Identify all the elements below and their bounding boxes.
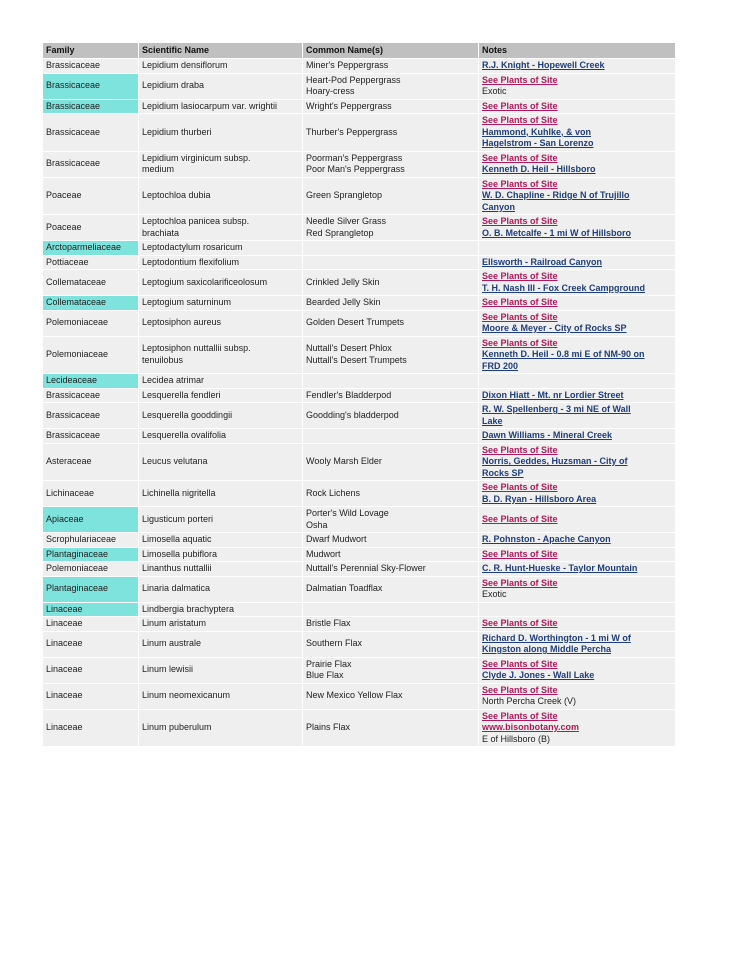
notes-cell — [479, 151, 676, 177]
common-name-line: Rock Lichens — [306, 487, 361, 498]
table-row — [43, 388, 676, 403]
common-name-line: Bristle Flax — [306, 618, 351, 628]
common-name-line: Thurber's Peppergrass — [306, 126, 398, 137]
scientific-name-cell — [139, 255, 303, 270]
family-cell: Brassicaceae — [43, 429, 139, 444]
scientific-name-cell — [139, 657, 303, 683]
collector-link[interactable]: Moore & Meyer - City of Rocks SP — [482, 323, 627, 333]
collector-link[interactable]: Rocks SP — [482, 467, 524, 478]
scientific-name-cell — [139, 59, 303, 74]
common-name-line: Nuttall's Desert Trumpets — [306, 354, 407, 365]
notes-cell — [479, 562, 676, 577]
common-name-line: New Mexico Yellow Flax — [306, 690, 403, 701]
scientific-name-line: Ligusticum porteri — [142, 513, 214, 524]
family-cell: Brassicaceae — [43, 151, 139, 177]
common-name-cell — [303, 255, 479, 270]
scientific-name-line: Leucus velutana — [142, 456, 208, 466]
see-plants-link[interactable]: See Plants of Site — [482, 444, 558, 455]
common-name-line: Needle Silver Grass — [306, 216, 387, 226]
common-name-line: Fendler's Bladderpod — [306, 389, 392, 400]
family-cell: Brassicaceae — [43, 99, 139, 114]
table-row — [43, 59, 676, 74]
scientific-name-line: Linum neomexicanum — [142, 690, 231, 701]
collector-link[interactable]: FRD 200 — [482, 360, 519, 371]
common-name-line: Plains Flax — [306, 722, 351, 732]
notes-cell — [479, 617, 676, 632]
common-name-line: Dwarf Mudwort — [306, 534, 367, 544]
notes-cell — [479, 683, 676, 709]
common-name-line: Poor Man's Peppergrass — [306, 164, 405, 174]
family-cell: Linaceae — [43, 631, 139, 657]
notes-cell — [479, 114, 676, 152]
scientific-name-line: Linaria dalmatica — [142, 583, 211, 594]
family-cell: Brassicaceae — [43, 403, 139, 429]
collector-link[interactable]: O. B. Metcalfe - 1 mi W of Hillsboro — [482, 227, 632, 238]
collector-link[interactable]: R. Pohnston - Apache Canyon — [482, 534, 611, 544]
scientific-name-line: Linum lewisii — [142, 664, 194, 675]
scientific-name-cell — [139, 241, 303, 256]
collector-link[interactable]: Kenneth D. Heil - Hillsboro — [482, 164, 596, 174]
common-name-line: Nuttall's Desert Phlox — [306, 343, 392, 354]
table-row — [43, 683, 676, 709]
scientific-name-cell — [139, 296, 303, 311]
common-name-cell — [303, 507, 479, 533]
see-plants-link[interactable]: www.bisonbotany.com — [482, 722, 580, 732]
notes-cell — [479, 709, 676, 747]
common-name-cell — [303, 547, 479, 562]
table-row — [43, 602, 676, 617]
table-row — [43, 296, 676, 311]
scientific-name-line: Linanthus nuttallii — [142, 563, 212, 573]
scientific-name-cell — [139, 547, 303, 562]
common-name-cell — [303, 631, 479, 657]
scientific-name-cell — [139, 99, 303, 114]
notes-cell — [479, 296, 676, 311]
common-name-line: Southern Flax — [306, 638, 363, 649]
common-name-cell — [303, 562, 479, 577]
family-cell: Polemoniaceae — [43, 336, 139, 374]
table-row — [43, 576, 676, 602]
scientific-name-line: Lesquerella gooddingii — [142, 409, 233, 420]
family-cell: Linaceae — [43, 709, 139, 747]
common-name-cell — [303, 215, 479, 241]
scientific-name-line: Lindbergia brachyptera — [142, 603, 235, 614]
scientific-name-line: Lecidea atrimar — [142, 375, 205, 385]
see-plants-link[interactable]: See Plants of Site — [482, 482, 558, 492]
common-name-cell — [303, 429, 479, 444]
notes-cell — [479, 177, 676, 215]
see-plants-link[interactable]: See Plants of Site — [482, 548, 558, 559]
see-plants-link[interactable]: See Plants of Site — [482, 618, 558, 628]
family-cell: Polemoniaceae — [43, 562, 139, 577]
common-name-cell — [303, 657, 479, 683]
scientific-name-cell — [139, 177, 303, 215]
common-name-cell — [303, 617, 479, 632]
family-cell: Brassicaceae — [43, 73, 139, 99]
common-name-cell — [303, 403, 479, 429]
family-cell: Linaceae — [43, 657, 139, 683]
scientific-name-cell — [139, 443, 303, 481]
family-cell: Pottiaceae — [43, 255, 139, 270]
scientific-name-line: Leptogium saxicolarificeolosum — [142, 276, 268, 287]
scientific-name-line: Leptosiphon nuttallii subsp. — [142, 343, 251, 354]
table-row — [43, 151, 676, 177]
common-name-cell — [303, 296, 479, 311]
scientific-name-line: Leptodactylum rosaricum — [142, 242, 243, 252]
scientific-name-cell — [139, 562, 303, 577]
scientific-name-line: Leptodontium flexifolium — [142, 256, 240, 267]
common-name-line: Bearded Jelly Skin — [306, 297, 381, 307]
collector-link[interactable]: Hammond, Kuhlke, & von — [482, 126, 592, 137]
collector-link[interactable]: Lake — [482, 415, 503, 426]
scientific-name-line: Lichinella nigritella — [142, 487, 216, 498]
common-name-line: Osha — [306, 519, 328, 530]
common-name-line: Miner's Peppergrass — [306, 60, 389, 70]
table-row — [43, 73, 676, 99]
family-cell: Poaceae — [43, 177, 139, 215]
scientific-name-cell — [139, 617, 303, 632]
see-plants-link[interactable]: See Plants of Site — [482, 577, 558, 588]
common-name-line: Mudwort — [306, 548, 341, 559]
common-name-cell — [303, 709, 479, 747]
common-name-line: Wright's Peppergrass — [306, 100, 392, 111]
collector-link[interactable]: R. W. Spellenberg - 3 mi NE of Wall — [482, 404, 631, 414]
collector-link[interactable]: Clyde J. Jones - Wall Lake — [482, 670, 595, 680]
see-plants-link[interactable]: See Plants of Site — [482, 74, 558, 85]
note-text: E of Hillsboro (B) — [482, 733, 551, 744]
collector-link[interactable]: Hagelstrom - San Lorenzo — [482, 138, 594, 148]
notes-cell — [479, 336, 676, 374]
scientific-name-cell — [139, 374, 303, 389]
collector-link[interactable]: B. D. Ryan - Hillsboro Area — [482, 493, 597, 504]
common-name-cell — [303, 310, 479, 336]
collector-link[interactable]: Canyon — [482, 201, 516, 212]
family-cell: Collemataceae — [43, 296, 139, 311]
scientific-name-line: Limosella aquatic — [142, 534, 212, 544]
family-cell: Plantaginaceae — [43, 576, 139, 602]
common-name-cell — [303, 388, 479, 403]
common-name-line: Golden Desert Trumpets — [306, 317, 405, 328]
scientific-name-line: Linum puberulum — [142, 722, 212, 732]
table-row — [43, 481, 676, 507]
table-header-row — [43, 43, 676, 59]
family-cell: Arctoparmeliaceae — [43, 241, 139, 256]
scientific-name-cell — [139, 403, 303, 429]
family-cell: Linaceae — [43, 683, 139, 709]
scientific-name-cell — [139, 215, 303, 241]
family-cell: Brassicaceae — [43, 388, 139, 403]
scientific-name-line: Lesquerella ovalifolia — [142, 430, 227, 440]
family-cell: Linaceae — [43, 617, 139, 632]
notes-cell — [479, 73, 676, 99]
scientific-name-line: Leptochloa panicea subsp. — [142, 216, 250, 226]
common-name-cell — [303, 114, 479, 152]
scientific-name-line: tenuilobus — [142, 354, 184, 365]
scientific-name-cell — [139, 429, 303, 444]
see-plants-link[interactable]: See Plants of Site — [482, 297, 558, 307]
scientific-name-line: Linum aristatum — [142, 618, 207, 628]
family-cell: Lichinaceae — [43, 481, 139, 507]
notes-cell — [479, 403, 676, 429]
table-row — [43, 709, 676, 747]
notes-cell — [479, 533, 676, 548]
common-name-line: Goodding's bladderpod — [306, 409, 399, 420]
scientific-name-line: Linum australe — [142, 638, 202, 649]
collector-link[interactable]: Dawn Williams - Mineral Creek — [482, 430, 612, 440]
scientific-name-line: Lepidium draba — [142, 80, 205, 91]
table-row — [43, 547, 676, 562]
common-name-cell — [303, 602, 479, 617]
family-cell: Linaceae — [43, 602, 139, 617]
scientific-name-cell — [139, 336, 303, 374]
common-name-cell — [303, 270, 479, 296]
common-name-cell — [303, 336, 479, 374]
notes-cell — [479, 255, 676, 270]
notes-cell — [479, 310, 676, 336]
notes-cell — [479, 374, 676, 389]
header-common-names: Common Name(s) — [303, 43, 479, 59]
scientific-name-cell — [139, 709, 303, 747]
scientific-name-line: Lepidium thurberi — [142, 126, 212, 137]
common-name-line: Dalmatian Toadflax — [306, 583, 383, 594]
notes-cell — [479, 215, 676, 241]
see-plants-link[interactable]: See Plants of Site — [482, 216, 558, 226]
notes-cell — [479, 388, 676, 403]
family-cell: Poaceae — [43, 215, 139, 241]
scientific-name-line: Lepidium virginicum subsp. — [142, 152, 251, 163]
collector-link[interactable]: Kingston along Middle Percha — [482, 644, 612, 654]
common-name-cell — [303, 177, 479, 215]
notes-cell — [479, 59, 676, 74]
collector-link[interactable]: W. D. Chapline - Ridge N of Trujillo — [482, 190, 630, 200]
common-name-line: Crinkled Jelly Skin — [306, 276, 380, 287]
scientific-name-line: Leptogium saturninum — [142, 297, 232, 307]
notes-cell — [479, 481, 676, 507]
header-notes: Notes — [479, 43, 676, 59]
common-name-cell — [303, 576, 479, 602]
scientific-name-cell — [139, 151, 303, 177]
see-plants-link[interactable]: See Plants of Site — [482, 513, 558, 524]
common-name-line: Red Sprangletop — [306, 227, 374, 238]
scientific-name-cell — [139, 602, 303, 617]
scientific-name-cell — [139, 270, 303, 296]
table-row — [43, 177, 676, 215]
common-name-cell — [303, 99, 479, 114]
scientific-name-cell — [139, 481, 303, 507]
family-cell: Lecideaceae — [43, 374, 139, 389]
family-cell: Scrophulariaceae — [43, 533, 139, 548]
scientific-name-cell — [139, 114, 303, 152]
scientific-name-line: Lepidium lasiocarpum var. wrightii — [142, 100, 278, 111]
common-name-line: Heart-Pod Peppergrass — [306, 74, 401, 85]
scientific-name-cell — [139, 576, 303, 602]
scientific-name-line: Lesquerella fendleri — [142, 389, 221, 400]
table-row — [43, 336, 676, 374]
notes-cell — [479, 547, 676, 562]
table-body — [43, 59, 676, 747]
notes-cell — [479, 270, 676, 296]
table-row — [43, 403, 676, 429]
family-cell: Apiaceae — [43, 507, 139, 533]
header-family: Family — [43, 43, 139, 59]
common-name-cell — [303, 59, 479, 74]
common-name-line: Green Sprangletop — [306, 190, 383, 200]
scientific-name-line: medium — [142, 164, 175, 174]
common-name-cell — [303, 374, 479, 389]
scientific-name-line: Leptosiphon aureus — [142, 317, 222, 328]
collector-link[interactable]: Richard D. Worthington - 1 mi W of — [482, 632, 631, 643]
notes-cell — [479, 443, 676, 481]
see-plants-link[interactable]: See Plants of Site — [482, 271, 558, 281]
notes-cell — [479, 99, 676, 114]
plant-table — [42, 42, 676, 747]
table-row — [43, 533, 676, 548]
see-plants-link[interactable]: See Plants of Site — [482, 337, 558, 348]
table-row — [43, 631, 676, 657]
collector-link[interactable]: C. R. Hunt-Hueske - Taylor Mountain — [482, 563, 638, 573]
see-plants-link[interactable]: See Plants of Site — [482, 684, 558, 695]
table-row — [43, 241, 676, 256]
scientific-name-cell — [139, 683, 303, 709]
family-cell: Polemoniaceae — [43, 310, 139, 336]
header-scientific-name: Scientific Name — [139, 43, 303, 59]
table-row — [43, 255, 676, 270]
scientific-name-line: brachiata — [142, 227, 180, 238]
table-row — [43, 374, 676, 389]
notes-cell — [479, 576, 676, 602]
see-plants-link[interactable]: See Plants of Site — [482, 178, 558, 189]
see-plants-link[interactable]: See Plants of Site — [482, 658, 558, 669]
see-plants-link[interactable]: See Plants of Site — [482, 710, 558, 721]
table-row — [43, 270, 676, 296]
see-plants-link[interactable]: See Plants of Site — [482, 115, 558, 125]
notes-cell — [479, 507, 676, 533]
notes-cell — [479, 429, 676, 444]
common-name-line: Wooly Marsh Elder — [306, 456, 382, 466]
note-text: North Percha Creek (V) — [482, 696, 577, 706]
note-text: Exotic — [482, 86, 507, 96]
collector-link[interactable]: Kenneth D. Heil - 0.8 mi E of NM-90 on — [482, 349, 645, 359]
common-name-line: Poorman's Peppergrass — [306, 152, 403, 163]
scientific-name-cell — [139, 73, 303, 99]
family-cell: Brassicaceae — [43, 59, 139, 74]
see-plants-link[interactable]: See Plants of Site — [482, 311, 558, 322]
see-plants-link[interactable]: See Plants of Site — [482, 152, 558, 163]
common-name-cell — [303, 683, 479, 709]
table-row — [43, 443, 676, 481]
common-name-line: Blue Flax — [306, 670, 344, 680]
scientific-name-cell — [139, 533, 303, 548]
scientific-name-line: Limosella pubiflora — [142, 548, 218, 559]
collector-link[interactable]: Norris, Geddes, Huzsman - City of — [482, 456, 628, 466]
family-cell: Asteraceae — [43, 443, 139, 481]
see-plants-link[interactable]: See Plants of Site — [482, 100, 558, 111]
common-name-cell — [303, 241, 479, 256]
family-cell: Plantaginaceae — [43, 547, 139, 562]
family-cell: Brassicaceae — [43, 114, 139, 152]
collector-link[interactable]: T. H. Nash III - Fox Creek Campground — [482, 282, 646, 293]
scientific-name-cell — [139, 310, 303, 336]
table-row — [43, 99, 676, 114]
table-row — [43, 657, 676, 683]
table-row — [43, 429, 676, 444]
collector-link[interactable]: Dixon Hiatt - Mt. nr Lordier Street — [482, 389, 624, 400]
scientific-name-line: Lepidium densiflorum — [142, 60, 228, 70]
common-name-cell — [303, 73, 479, 99]
table-row — [43, 617, 676, 632]
common-name-line: Nuttall's Perennial Sky-Flower — [306, 563, 426, 573]
scientific-name-line: Leptochloa dubia — [142, 190, 211, 200]
common-name-line: Porter's Wild Lovage — [306, 508, 389, 518]
table-row — [43, 310, 676, 336]
common-name-cell — [303, 151, 479, 177]
common-name-line: Hoary-cress — [306, 86, 355, 96]
scientific-name-cell — [139, 631, 303, 657]
notes-cell — [479, 657, 676, 683]
family-cell: Collemataceae — [43, 270, 139, 296]
table-row — [43, 114, 676, 152]
scientific-name-cell — [139, 507, 303, 533]
table-row — [43, 507, 676, 533]
notes-cell — [479, 631, 676, 657]
notes-cell — [479, 241, 676, 256]
common-name-line: Prairie Flax — [306, 658, 352, 669]
common-name-cell — [303, 533, 479, 548]
table-row — [43, 562, 676, 577]
notes-cell — [479, 602, 676, 617]
collector-link[interactable]: Ellsworth - Railroad Canyon — [482, 256, 603, 267]
note-text: Exotic — [482, 589, 507, 599]
common-name-cell — [303, 481, 479, 507]
collector-link[interactable]: R.J. Knight - Hopewell Creek — [482, 60, 605, 70]
table-row — [43, 215, 676, 241]
scientific-name-cell — [139, 388, 303, 403]
common-name-cell — [303, 443, 479, 481]
